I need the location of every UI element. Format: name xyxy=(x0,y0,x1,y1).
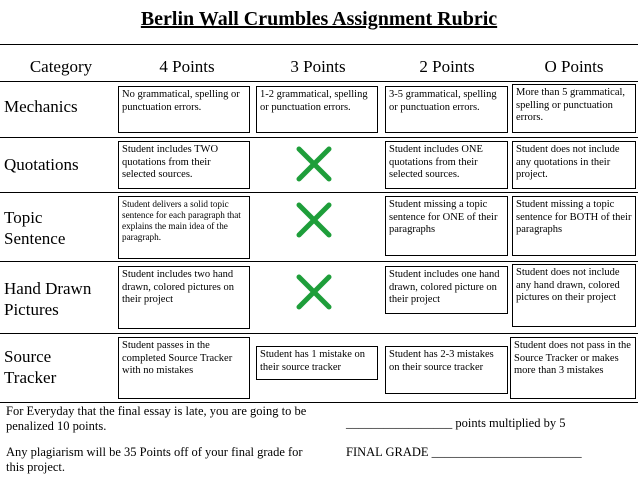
title-divider xyxy=(0,44,638,45)
table-cell: Student missing a topic sentence for BOTH of their paragraphs xyxy=(512,196,636,256)
table-cell: Student missing a topic sentence for ONE of their paragraphs xyxy=(385,196,508,256)
table-cell: Student includes TWO quotations from their selected sources. xyxy=(118,141,250,189)
table-cell: Student delivers a solid topic sentence for each paragraph that explains the main idea of the paragraph. xyxy=(118,196,250,259)
header-4-points: 4 Points xyxy=(159,57,215,76)
rubric-title: Berlin Wall Crumbles Assignment Rubric xyxy=(140,8,498,30)
x-mark-icon xyxy=(294,200,334,240)
row-divider xyxy=(0,192,638,193)
row-divider xyxy=(0,333,638,334)
category-quotations: Quotations xyxy=(4,155,79,174)
x-mark-icon xyxy=(294,144,334,184)
table-cell: 3-5 grammatical, spelling or punctuation errors. xyxy=(385,86,508,133)
header-divider xyxy=(0,81,638,82)
category-hand-drawn-pictures: Hand Drawn Pictures xyxy=(4,279,92,319)
table-cell: 1-2 grammatical, spelling or punctuation errors. xyxy=(256,86,378,133)
table-cell: Student does not include any quotations in their project. xyxy=(512,141,636,189)
x-mark-icon xyxy=(294,272,334,312)
table-cell: More than 5 grammatical, spelling or punctuation errors. xyxy=(512,84,636,133)
final-grade-line: FINAL GRADE ________________________ xyxy=(346,445,582,459)
row-divider xyxy=(0,261,638,262)
table-cell: Student includes one hand drawn, colored picture on their project xyxy=(385,266,508,314)
row-divider xyxy=(0,137,638,138)
table-cell: Student has 1 mistake on their source tracker xyxy=(256,346,378,380)
table-cell: No grammatical, spelling or punctuation errors. xyxy=(118,86,250,133)
category-topic-sentence: Topic Sentence xyxy=(4,208,66,248)
row-divider xyxy=(0,402,638,403)
table-cell: Student does not pass in the Source Tracker or makes more than 3 mistakes xyxy=(510,337,636,399)
table-cell: Student passes in the completed Source Tracker with no mistakes xyxy=(118,337,250,399)
header-3-points: 3 Points xyxy=(290,57,346,76)
late-policy-note: For Everyday that the final essay is late, you are going to be penalized 10 points. xyxy=(6,404,307,433)
header-2-points: 2 Points xyxy=(419,57,475,76)
plagiarism-note: Any plagiarism will be 35 Points off of your final grade for this project. xyxy=(6,445,303,474)
table-cell: Student includes two hand drawn, colored pictures on their project xyxy=(118,266,250,329)
category-source-tracker: Source Tracker xyxy=(4,347,57,387)
header-0-points: O Points xyxy=(544,57,604,76)
table-cell: Student has 2-3 mistakes on their source tracker xyxy=(385,346,508,394)
points-multiplier-line: _________________ points multiplied by 5 xyxy=(346,416,566,430)
category-mechanics: Mechanics xyxy=(4,97,78,116)
header-category: Category xyxy=(29,57,93,76)
table-cell: Student includes ONE quotations from their selected sources. xyxy=(385,141,508,189)
table-cell: Student does not include any hand drawn, colored pictures on their project xyxy=(512,264,636,327)
